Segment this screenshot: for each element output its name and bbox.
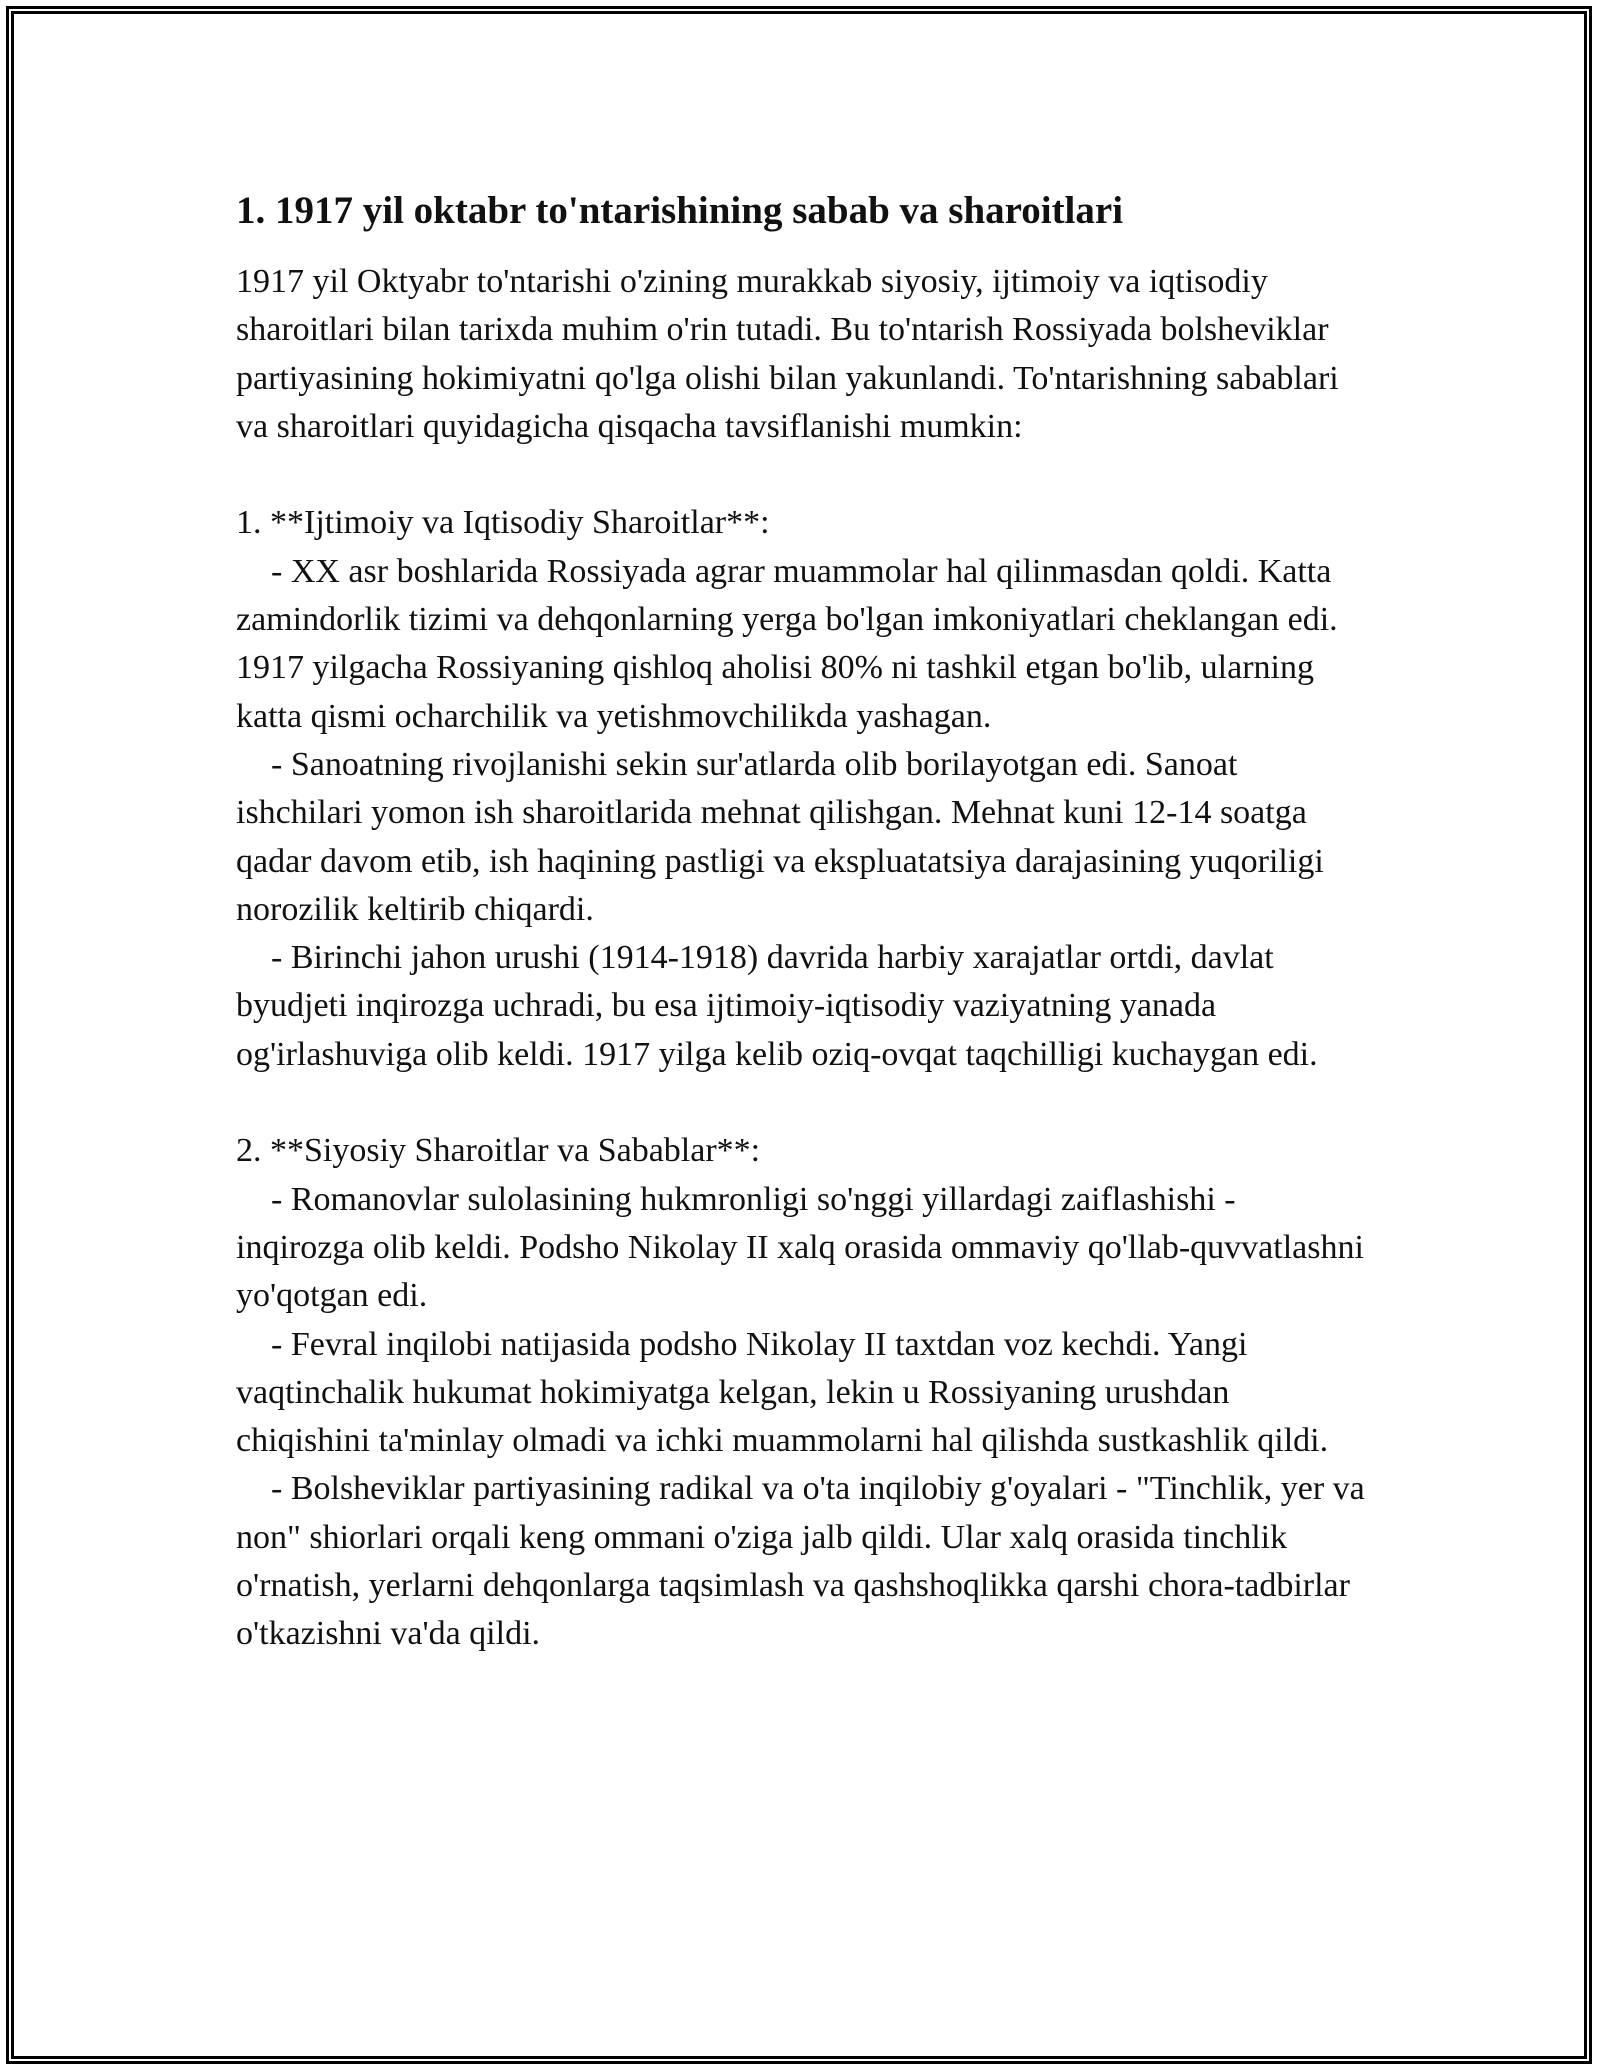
- list-item: - Fevral inqilobi natijasida podsho Nikolay II taxtdan voz kechdi. Yangi vaqtinchalik hukumat hokimiyatga kelgan, lekin u Rossiyaning urushdan chiqishini ta'minlay olmadi va ichki muammolarni hal qilishda sustkashlik qildi.: [236, 1325, 1329, 1460]
- section-heading: 2. **Siyosiy Sharoitlar va Sabablar**:: [236, 1132, 761, 1170]
- list-item: - Birinchi jahon urushi (1914-1918) davrida harbiy xarajatlar ortdi, davlat byudjeti inqirozga uchradi, bu esa ijtimoiy-iqtisodiy vaziyatning yanada og'irlashuviga olib keldi. 1917 yilga kelib oziq-ovqat taqchilligi kuchaygan edi.: [236, 939, 1318, 1073]
- section-heading: 1. **Ijtimoiy va Iqtisodiy Sharoitlar**:: [236, 504, 770, 542]
- intro-paragraph: 1917 yil Oktyabr to'ntarishi o'zining murakkab siyosiy, ijtimoiy va iqtisodiy sharoitlari bilan tarixda muhim o'rin tutadi. Bu to'ntarish Rossiyada bolsheviklar partiyasining hokimiyatni qo'lga olishi bilan yakunlandi. To'ntarishning sabablari va sharoitlari quyidagicha qisqacha tavsiflanishi mumkin:: [236, 263, 1339, 445]
- paragraph-spacer: [236, 1079, 1366, 1127]
- section-political: [236, 1127, 1366, 1658]
- list-item: - Romanovlar sulolasining hukmronligi so'nggi yillardagi zaiflashishi - inqirozga olib keldi. Podsho Nikolay II xalq orasida ommaviy qo'llab-quvvatlashni yo'qotgan edi.: [236, 1180, 1364, 1315]
- document-body: [236, 187, 1366, 1659]
- list-item: - XX asr boshlarida Rossiyada agrar muammolar hal qilinmasdan qoldi. Katta zamindorlik tizimi va dehqonlarning yerga bo'lgan imkoniyatlari cheklangan edi. 1917 yilgacha Rossiyaning qishloq aholisi 80% ni tashkil etgan bo'lib, ularning katta qismi ocharchilik va yetishmovchilikda yashagan.: [236, 552, 1338, 735]
- list-item: - Sanoatning rivojlanishi sekin sur'atlarda olib borilayotgan edi. Sanoat ishchilari yomon ish sharoitlarida mehnat qilishgan. Mehnat kuni 12-14 soatga qadar davom etib, ish haqining pastligi va ekspluatatsiya darajasining yuqoriligi norozilik keltirib chiqardi.: [236, 745, 1324, 928]
- section-social-economic: [236, 499, 1366, 1079]
- list-item: - Bolsheviklar partiyasining radikal va o'ta inqilobiy g'oyalari - "Tinchlik, yer va non" shiorlari orqali keng ommani o'ziga jalb qildi. Ular xalq orasida tinchlik o'rnatish, yerlarni dehqonlarga taqsimlash va qashshoqlikka qarshi chora-tadbirlar o'tkazishni va'da qildi.: [236, 1470, 1365, 1653]
- paragraph-spacer: [236, 451, 1366, 499]
- document-title: 1. 1917 yil oktabr to'ntarishining sabab va sharoitlari: [236, 189, 1124, 232]
